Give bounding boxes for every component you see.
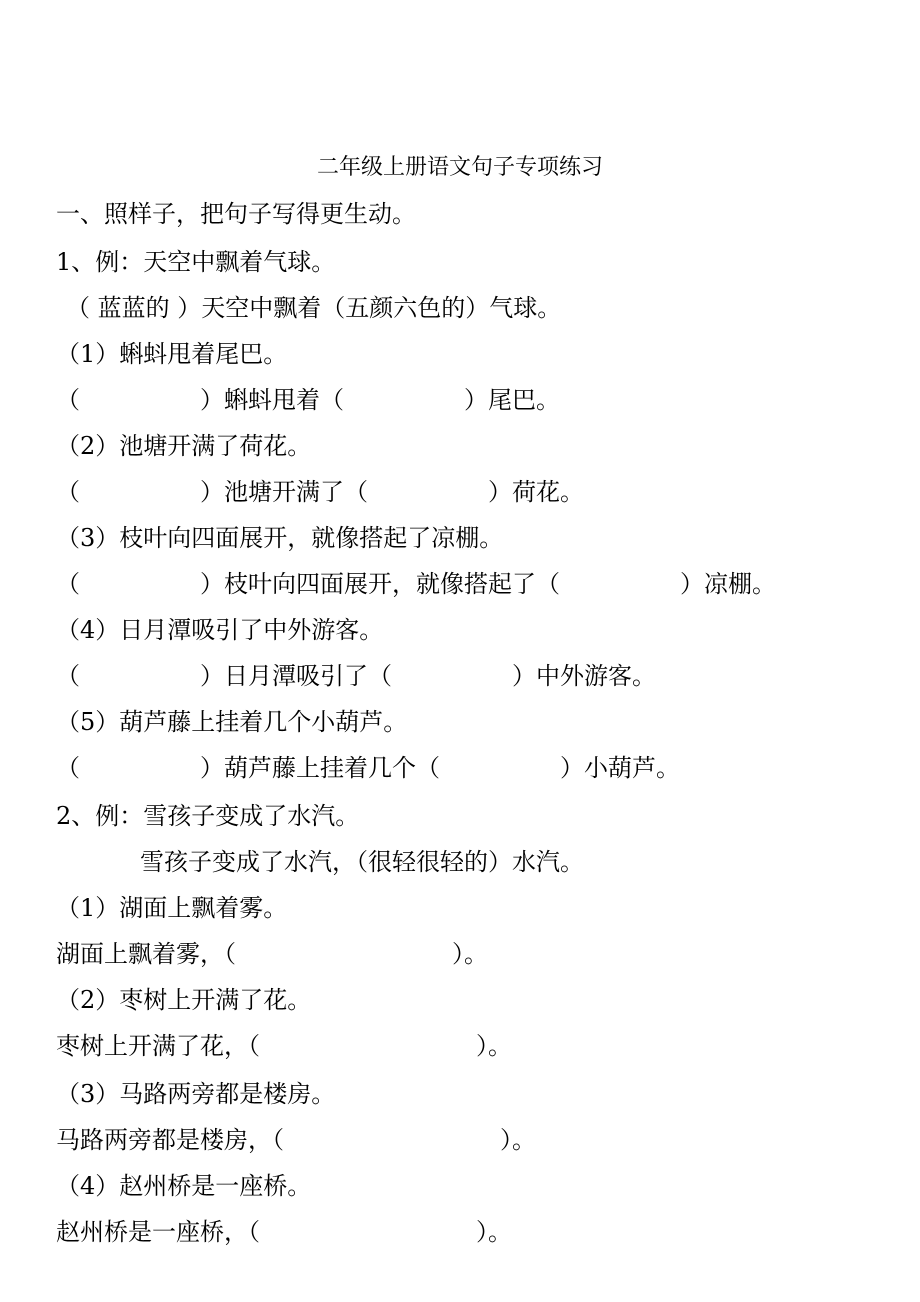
exercise-blank: 湖面上飘着雾，（ ）。 — [56, 940, 488, 968]
section1-example-answer: （ 蓝蓝的 ）天空中飘着（五颜六色的）气球。 — [66, 294, 562, 322]
exercise-prompt: （2）枣树上开满了花。 — [56, 986, 312, 1014]
exercise-blank: 枣树上开满了花，（ ）。 — [56, 1032, 512, 1060]
exercise-prompt: （4）赵州桥是一座桥。 — [56, 1172, 312, 1200]
exercise-blank: （ ）池塘开满了（ ）荷花。 — [56, 478, 584, 506]
section1-example-label: 1、例：天空中飘着气球。 — [56, 248, 336, 276]
section2-example-answer: 雪孩子变成了水汽，（很轻很轻的）水汽。 — [140, 848, 584, 876]
page-title: 二年级上册语文句子专项练习 — [316, 155, 603, 180]
exercise-prompt: （2）池塘开满了荷花。 — [56, 432, 312, 460]
exercise-prompt: （5）葫芦藤上挂着几个小葫芦。 — [56, 708, 408, 736]
exercise-blank: （ ）蝌蚪甩着（ ）尾巴。 — [56, 386, 560, 414]
exercise-prompt: （1）湖面上飘着雾。 — [56, 894, 288, 922]
section2-example-label: 2、例：雪孩子变成了水汽。 — [56, 802, 360, 830]
section1-heading: 一、照样子，把句子写得更生动。 — [56, 200, 416, 228]
exercise-prompt: （4）日月潭吸引了中外游客。 — [56, 616, 384, 644]
exercise-blank: （ ）葫芦藤上挂着几个（ ）小葫芦。 — [56, 754, 680, 782]
exercise-prompt: （3）马路两旁都是楼房。 — [56, 1080, 336, 1108]
exercise-blank: 赵州桥是一座桥，（ ）。 — [56, 1218, 512, 1246]
exercise-prompt: （1）蝌蚪甩着尾巴。 — [56, 340, 288, 368]
exercise-blank: 马路两旁都是楼房，（ ）。 — [56, 1126, 536, 1154]
exercise-blank: （ ）日月潭吸引了（ ）中外游客。 — [56, 662, 656, 690]
exercise-blank: （ ）枝叶向四面展开，就像搭起了（ ）凉棚。 — [56, 570, 776, 598]
exercise-prompt: （3）枝叶向四面展开，就像搭起了凉棚。 — [56, 524, 504, 552]
